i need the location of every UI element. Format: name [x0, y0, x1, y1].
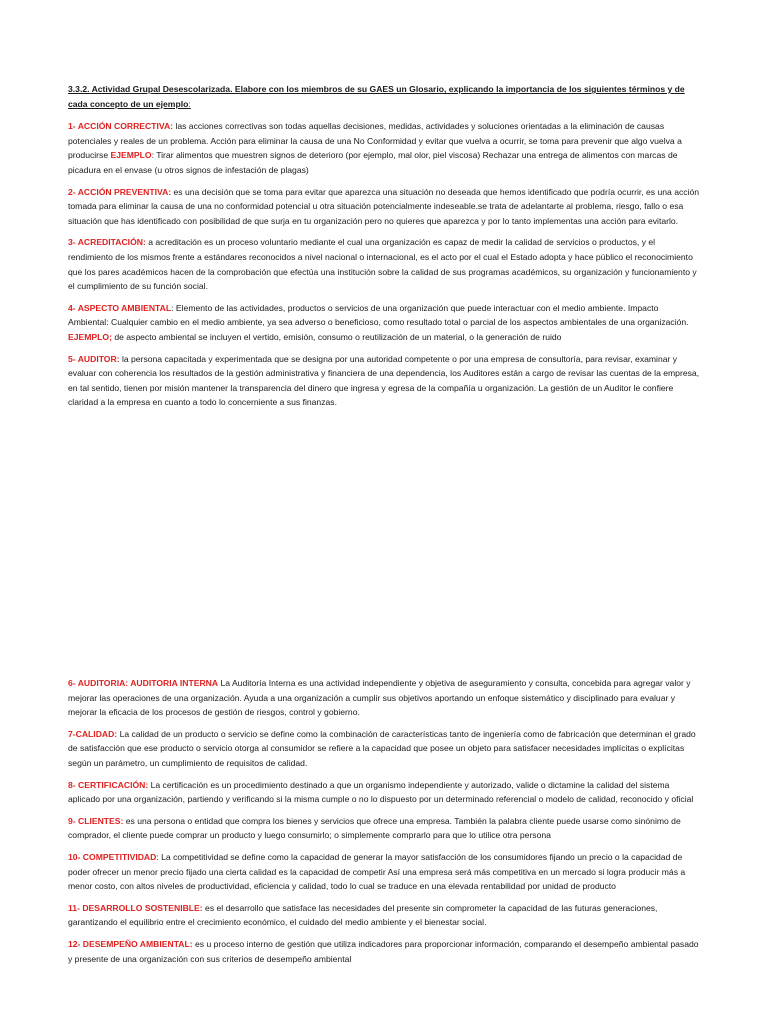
glossary-definition: la persona capacitada y experimentada que se designa por una autoridad competente o por una empresa de consultoría, para revisar, examinar y evaluar con coherencia los resultados de la gestión administrativa y financiera de una dependencia, los Auditores están a cargo de revisar las cuentas de la empresa, en tal sentido, tienen por misión mantener la transparencia del dinero que ingresa y egresa de la compañía u organización. La gestión de un Auditor le confiere claridad a la empresa en cuanto a todo lo concerniente a sus finanzas.: [68, 353, 700, 408]
document-page-bottom: [68, 676, 700, 973]
glossary-definition: es u proceso interno de gestión que utiliza indicadores para proporcionar información, comparando el desempeño ambiental pasado y presente de una organización con sus criterios de desempeño ambiental: [68, 938, 699, 964]
glossary-definition: es una persona o entidad que compra los bienes y servicios que ofrece una empresa. También la palabra cliente puede usarse como sinónimo de comprador, el cliente puede comprar un producto y luego consumirlo; o simplemente comprarlo para que lo utilice otra persona: [68, 815, 681, 841]
glossary-entry-auditoria: [68, 676, 700, 720]
glossary-definition: La Auditoría Interna es una actividad independiente y objetiva de aseguramiento y consulta, concebida para agregar valor y mejorar las operaciones de una organización. Ayuda a una organización a cumplir sus objetivos aportando un enfoque sistemático y disciplinado para evaluar y mejorar la eficacia de los procesos de gestión de riesgos, control y gobierno.: [68, 678, 691, 718]
glossary-example: : Tirar alimentos que muestren signos de deterioro (por ejemplo, mal olor, piel viscosa) Rechazar una entrega de alimentos con marcas de picadura en el envase (u otros signos de infestación de plagas): [68, 150, 678, 175]
glossary-term: 1- ACCIÓN CORRECTIVA:: [68, 121, 174, 132]
glossary-term: 2- ACCIÓN PREVENTIVA:: [68, 186, 172, 197]
activity-heading-end: :: [188, 98, 191, 109]
glossary-entry-accion-preventiva: [68, 185, 700, 229]
glossary-entry-certificacion: [68, 778, 700, 807]
glossary-term: 9- CLIENTES:: [68, 815, 124, 826]
glossary-term: 8- CERTIFICACIÓN:: [68, 779, 149, 790]
glossary-term: 5- AUDITOR:: [68, 353, 120, 364]
glossary-term: 6- AUDITORIA: AUDITORIA INTERNA: [68, 678, 219, 688]
glossary-term: 11- DESARROLLO SOSTENIBLE:: [68, 902, 203, 913]
glossary-definition: a acreditación es un proceso voluntario mediante el cual una organización es capaz de medir la calidad de servicios o productos, y el rendimiento de los mismos frente a estándares reconocidos a nivel nacional o internacional, es el acto por el cual el Estado adopta y hace público el reconocimiento que los pares académicos hacen de la comprobación que efectúa una institución sobre la calidad de sus programas académicos, su organización y funcionamiento y el cumplimiento de su función social.: [68, 237, 697, 292]
glossary-entry-desempeno-ambiental: [68, 937, 700, 966]
glossary-entry-acreditacion: [68, 235, 700, 293]
example-label: EJEMPLO;: [68, 331, 112, 342]
glossary-definition: es una decisión que se toma para evitar que aparezca una situación no deseada que hemos identificado que podría ocurrir, es una acción tomada para eliminar la causa de una no conformidad potencial u otra situación potencialmente indeseable.se trata de adelantarte al problema, riesgo, fallo o esa situación que has identificado con posibilidad de que surja en tu organización pero no quieres que aparezca y por lo tanto implementas una acción para evitarlo.: [68, 186, 700, 226]
glossary-entry-competitividad: [68, 850, 700, 894]
glossary-entry-clientes: [68, 814, 700, 843]
glossary-term: 3- ACREDITACIÓN:: [68, 237, 146, 248]
glossary-entry-auditor: [68, 352, 700, 410]
glossary-example: de aspecto ambiental se incluyen el vertido, emisión, consumo o reutilización de un material, o la generación de ruido: [111, 331, 562, 342]
glossary-definition: La calidad de un producto o servicio se define como la combinación de características tanto de ingeniería como de fabricación que determinan el grado de satisfacción que ese producto o servicio otorga al consumidor se refiere a la capacidad que posee un objeto para satisfacer necesidades implícitas o explícitas según un parámetro, un cumplimiento de requisitos de calidad.: [68, 728, 696, 768]
glossary-term: 7-CALIDAD:: [68, 728, 118, 739]
glossary-entry-calidad: [68, 727, 700, 771]
glossary-term: 4- ASPECTO AMBIENTAL: [68, 302, 172, 313]
glossary-term: 12- DESEMPEÑO AMBIENTAL:: [68, 938, 193, 949]
glossary-definition: La certificación es un procedimiento destinado a que un organismo independiente y autorizado, valide o dictamine la calidad del sistema aplicado por una organización, partiendo y verificando si la misma cumple o no lo dispuesto por un determinado referencial o modelo de calidad, reconocido y oficial: [68, 779, 694, 805]
document-page-top: [68, 82, 700, 417]
activity-heading: [68, 82, 700, 111]
glossary-definition: es el desarrollo que satisface las necesidades del presente sin comprometer la capacidad de las futuras generaciones, garantizando el equilibrio entre el crecimiento económico, el cuidado del medio ambiente y el bienestar social.: [68, 902, 658, 928]
glossary-entry-desarrollo-sostenible: [68, 901, 700, 930]
glossary-definition: : La competitividad se define como la capacidad de generar la mayor satisfacción de los consumidores fijando un precio o la capacidad de poder ofrecer un menor precio fijado una cierta calidad es la capacidad de competir Así una empresa será más competitiva en un mercado si logra producir más a menor costo, con altos niveles de productividad, eficiencia y calidad, todo lo cual se traduce en una elevada rentabilidad por unidad de producto: [68, 851, 686, 892]
example-label: EJEMPLO: [110, 150, 152, 161]
glossary-entry-aspecto-ambiental: [68, 301, 700, 345]
glossary-entry-accion-correctiva: [68, 119, 700, 177]
glossary-term: 10- COMPETITIVIDAD: [68, 851, 157, 862]
glossary-definition: las acciones correctivas son todas aquellas decisiones, medidas, actividades y soluciones orientadas a la eliminación de causas potenciales y reales de un problema. Acción para eliminar la causa de una No Conformidad y evitar que vuelva a ocurrir, se toma para prevenir que algo vuelva a producirse: [68, 121, 682, 161]
glossary-definition: : Elemento de las actividades, productos o servicios de una organización que puede interactuar con el medio ambiente. Impacto Ambiental: Cualquier cambio en el medio ambiente, ya sea adverso o beneficioso, como resultado total o parcial de los aspectos ambientales de una organización.: [68, 302, 689, 328]
activity-heading-text: 3.3.2. Actividad Grupal Desescolarizada. Elabore con los miembros de su GAES un Glosario, explicando la importancia de los siguientes términos y de cada concepto de un ejemplo: [68, 84, 685, 109]
